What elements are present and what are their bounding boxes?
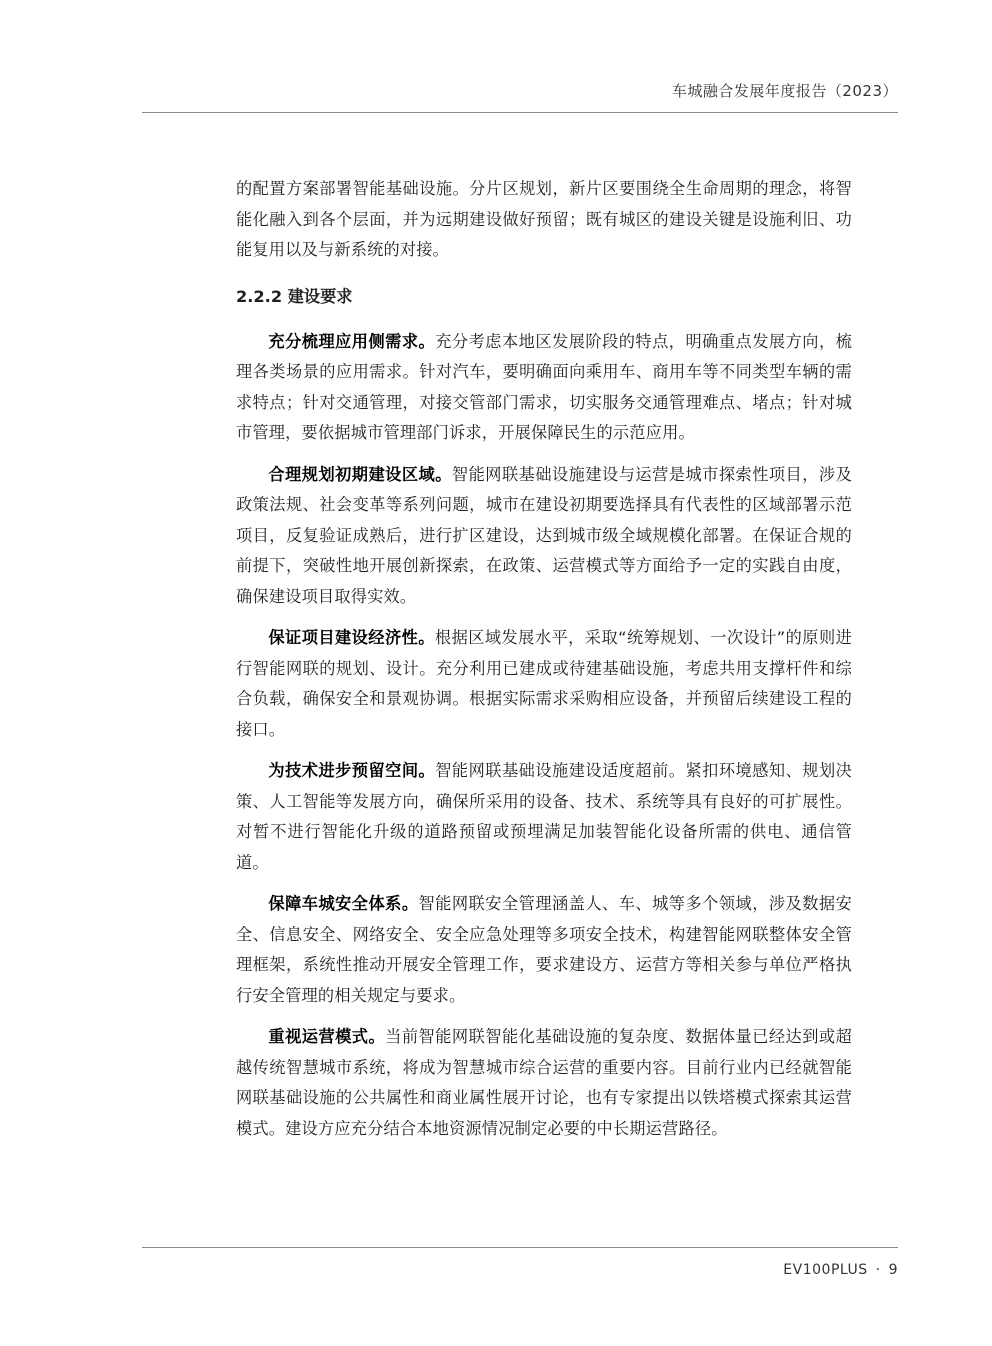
footer-separator: · [875,1262,881,1278]
page-number: 9 [888,1262,898,1278]
paragraph-lead: 合理规划初期建设区域。 [268,464,452,484]
requirement-paragraph-2 [236,460,852,613]
requirement-paragraph-3 [236,623,852,745]
paragraph-text: 智能网联安全管理涵盖人、车、城等多个领域，涉及数据安全、信息安全、网络安全、安全应急处理等多项安全技术，构建智能网联整体安全管理框架，系统性推动开展安全管理工作，要求建设方、运营方等相关参与单位严格执行安全管理的相关规定与要求。 [236,894,852,1005]
paragraph-lead: 保障车城安全体系。 [268,894,419,913]
page-footer [783,1262,898,1278]
paragraph-lead: 重视运营模式。 [268,1027,386,1046]
requirement-paragraph-5 [236,889,852,1011]
paragraph-lead: 保证项目建设经济性。 [268,628,435,647]
paragraph-text: 智能网联基础设施建设适度超前。紧扣环境感知、规划决策、人工智能等发展方向，确保所采用的设备、技术、系统等具有良好的可扩展性。对暂不进行智能化升级的道路预留或预埋满足加装智能化设备所需的供电、通信管道。 [236,761,853,872]
running-header-title: 车城融合发展年度报告（2023） [671,82,898,100]
paragraph-text: 当前智能网联智能化基础设施的复杂度、数据体量已经达到或超越传统智慧城市系统，将成为智慧城市综合运营的重要内容。目前行业内已经就智能网联基础设施的公共属性和商业属性展开讨论，也有专家提出以铁塔模式探索其运营模式。建设方应充分结合本地资源情况制定必要的中长期运营路径。 [236,1027,852,1138]
header-divider [142,112,898,113]
footer-divider [142,1247,898,1248]
paragraph-text: 根据区域发展水平，采取“统筹规划、一次设计”的原则进行智能网联的规划、设计。充分利用已建成或待建基础设施，考虑共用支撑杆件和综合负载，确保安全和景观协调。根据实际需求采购相应设备，并预留后续建设工程的接口。 [236,628,852,739]
requirement-paragraph-4 [236,756,852,878]
intro-paragraph: 的配置方案部署智能基础设施。分片区规划，新片区要围绕全生命周期的理念，将智能化融入到各个层面，并为远期建设做好预留；既有城区的建设关键是设施利旧、功能复用以及与新系统的对接。 [236,179,852,259]
paragraph-text: 充分考虑本地区发展阶段的特点，明确重点发展方向，梳理各类场景的应用需求。针对汽车，要明确面向乘用车、商用车等不同类型车辆的需求特点；针对交通管理，对接交管部门需求，切实服务交通管理难点、堵点；针对城市管理，要依据城市管理部门诉求，开展保障民生的示范应用。 [236,331,853,442]
paragraph-lead: 为技术进步预留空间。 [268,761,436,780]
paragraph-text: 智能网联基础设施建设与运营是城市探索性项目，涉及政策法规、社会变革等系列问题，城市在建设初期要选择具有代表性的区域部署示范项目，反复验证成熟后，进行扩区建设，达到城市级全域规模化部署。在保证合规的前提下，突破性地开展创新探索，在政策、运营模式等方面给予一定的实践自由度，确保建设项目取得实效。 [236,464,852,606]
requirement-paragraph-6 [236,1022,852,1144]
page-body [236,174,852,1144]
requirement-paragraph-1 [236,327,852,449]
footer-brand: EV100PLUS [783,1262,868,1278]
section-heading: 2.2.2 建设要求 [236,286,353,306]
paragraph-lead: 充分梳理应用侧需求。 [268,331,436,351]
